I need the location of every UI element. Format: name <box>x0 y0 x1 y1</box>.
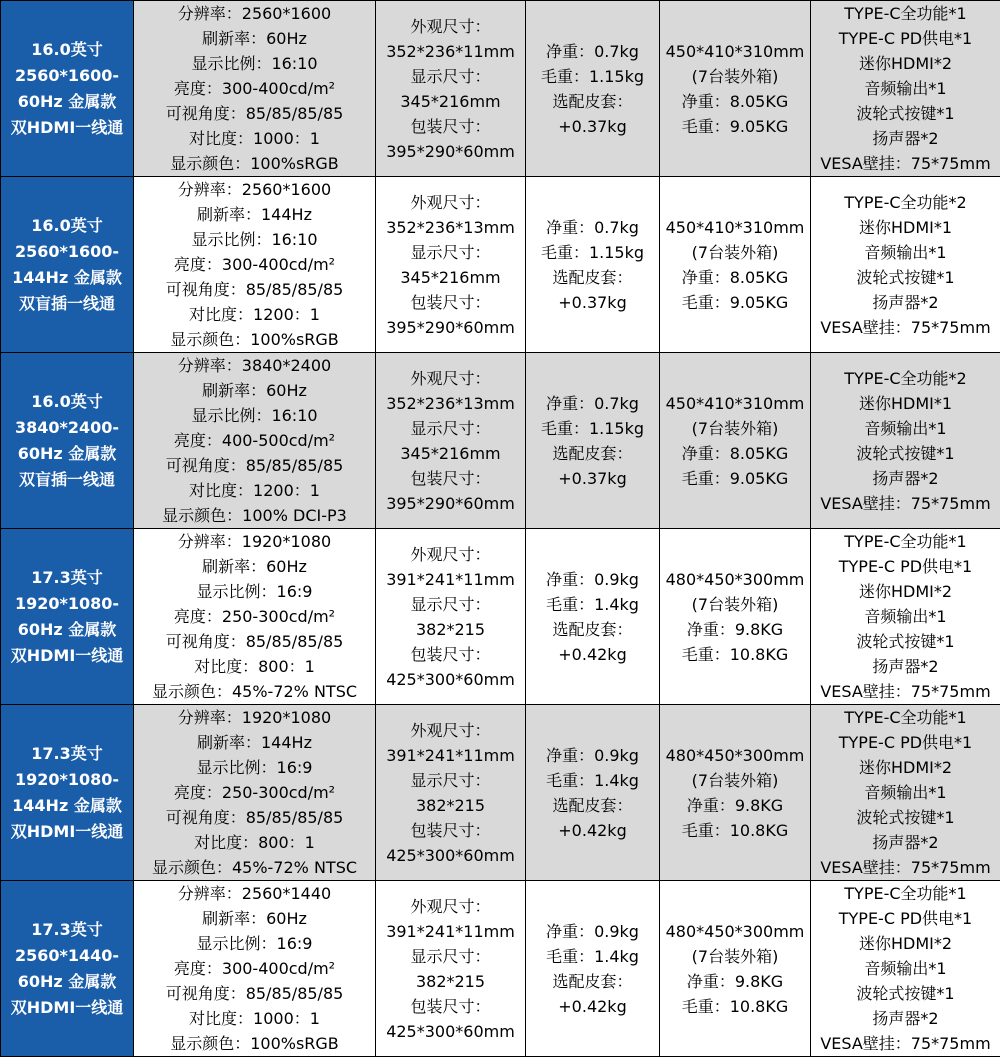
ports-line: VESA壁挂：75*75mm <box>811 855 1000 880</box>
dims-line: 外观尺寸： <box>376 190 525 215</box>
specs-line: 刷新率：60Hz <box>134 906 375 931</box>
dims-line: 425*300*60mm <box>376 1019 525 1044</box>
carton-line: 450*410*310mm <box>660 39 810 64</box>
ports-line: 音频输出*1 <box>811 956 1000 981</box>
model-cell <box>1 529 134 705</box>
ports-line: VESA壁挂：75*75mm <box>811 679 1000 704</box>
specs-line: 可视角度：85/85/85/85 <box>134 101 375 126</box>
weight-line: 净重：0.7kg <box>526 215 659 240</box>
specs-line: 分辨率：2560*1600 <box>134 177 375 202</box>
model-cell <box>1 881 134 1057</box>
specs-line: 亮度：300-400cd/m² <box>134 956 375 981</box>
model-line: 17.3英寸 <box>1 565 133 591</box>
ports-line: 波轮式按键*1 <box>811 805 1000 830</box>
carton-line: 净重：8.05KG <box>660 89 810 114</box>
specs-line: 显示比例：16:10 <box>134 403 375 428</box>
carton-line: (7台装外箱) <box>660 768 810 793</box>
model-line: 双HDMI一线通 <box>1 995 133 1021</box>
specs-line: 对比度：1200：1 <box>134 478 375 503</box>
weight-line: 净重：0.9kg <box>526 743 659 768</box>
dimensions-cell <box>376 177 526 353</box>
ports-line: 迷你HDMI*2 <box>811 931 1000 956</box>
weight-line: 毛重：1.4kg <box>526 944 659 969</box>
carton-cell <box>660 529 811 705</box>
ports-cell <box>811 353 1000 529</box>
weight-line: 净重：0.7kg <box>526 391 659 416</box>
specs-line: 可视角度：85/85/85/85 <box>134 453 375 478</box>
ports-cell <box>811 705 1000 881</box>
ports-line: VESA壁挂：75*75mm <box>811 315 1000 340</box>
dimensions-cell <box>376 529 526 705</box>
weight-line: +0.42kg <box>526 994 659 1019</box>
model-line: 双盲插一线通 <box>1 291 133 317</box>
weight-line: 选配皮套： <box>526 969 659 994</box>
carton-line: 毛重：10.8KG <box>660 642 810 667</box>
model-line: 60Hz 金属款 <box>1 969 133 995</box>
ports-cell <box>811 177 1000 353</box>
ports-line: 迷你HDMI*2 <box>811 579 1000 604</box>
dimensions-cell <box>376 881 526 1057</box>
model-line: 17.3英寸 <box>1 917 133 943</box>
specs-line: 亮度：250-300cd/m² <box>134 780 375 805</box>
ports-line: 音频输出*1 <box>811 604 1000 629</box>
dims-line: 382*215 <box>376 617 525 642</box>
carton-cell <box>660 705 811 881</box>
weight-line: 毛重：1.15kg <box>526 64 659 89</box>
weight-line: 选配皮套： <box>526 617 659 642</box>
weight-line: +0.42kg <box>526 818 659 843</box>
weight-cell <box>526 353 660 529</box>
carton-line: 480*450*300mm <box>660 919 810 944</box>
specs-line: 显示颜色：100%sRGB <box>134 1031 375 1056</box>
specs-line: 刷新率：144Hz <box>134 202 375 227</box>
carton-line: 450*410*310mm <box>660 215 810 240</box>
model-line: 2560*1600- <box>1 63 133 89</box>
weight-cell <box>526 177 660 353</box>
carton-line: 净重：9.8KG <box>660 969 810 994</box>
specs-line: 显示比例：16:9 <box>134 755 375 780</box>
dims-line: 382*215 <box>376 969 525 994</box>
specs-line: 亮度：250-300cd/m² <box>134 604 375 629</box>
ports-line: 音频输出*1 <box>811 416 1000 441</box>
carton-line: 480*450*300mm <box>660 567 810 592</box>
table-row <box>1 705 1000 881</box>
specs-line: 对比度：1000：1 <box>134 126 375 151</box>
specs-line: 刷新率：144Hz <box>134 730 375 755</box>
ports-line: 音频输出*1 <box>811 780 1000 805</box>
ports-line: 迷你HDMI*1 <box>811 391 1000 416</box>
dims-line: 391*241*11mm <box>376 919 525 944</box>
model-line: 60Hz 金属款 <box>1 617 133 643</box>
carton-line: 净重：8.05KG <box>660 265 810 290</box>
ports-line: 音频输出*1 <box>811 76 1000 101</box>
dims-line: 外观尺寸： <box>376 718 525 743</box>
dims-line: 425*300*60mm <box>376 843 525 868</box>
model-line: 双HDMI一线通 <box>1 115 133 141</box>
display-specs-cell <box>134 353 376 529</box>
display-specs-cell <box>134 1 376 177</box>
weight-cell <box>526 705 660 881</box>
model-line: 双盲插一线通 <box>1 467 133 493</box>
table-row <box>1 881 1000 1057</box>
dims-line: 外观尺寸： <box>376 542 525 567</box>
weight-line: 毛重：1.15kg <box>526 240 659 265</box>
model-line: 144Hz 金属款 <box>1 793 133 819</box>
ports-line: TYPE-C全功能*1 <box>811 1 1000 26</box>
carton-line: (7台装外箱) <box>660 416 810 441</box>
dims-line: 显示尺寸： <box>376 768 525 793</box>
ports-cell <box>811 881 1000 1057</box>
weight-line: 净重：0.9kg <box>526 919 659 944</box>
dims-line: 显示尺寸： <box>376 416 525 441</box>
model-line: 144Hz 金属款 <box>1 265 133 291</box>
ports-line: TYPE-C全功能*1 <box>811 881 1000 906</box>
carton-line: (7台装外箱) <box>660 64 810 89</box>
specs-line: 显示颜色：100%sRGB <box>134 327 375 352</box>
specs-line: 可视角度：85/85/85/85 <box>134 805 375 830</box>
specs-line: 对比度：800：1 <box>134 654 375 679</box>
weight-line: 毛重：1.4kg <box>526 592 659 617</box>
spec-table-body <box>1 1 1000 1057</box>
dims-line: 外观尺寸： <box>376 14 525 39</box>
specs-line: 显示比例：16:10 <box>134 51 375 76</box>
carton-cell <box>660 353 811 529</box>
ports-cell <box>811 529 1000 705</box>
carton-cell <box>660 177 811 353</box>
dims-line: 包装尺寸： <box>376 994 525 1019</box>
dims-line: 391*241*11mm <box>376 567 525 592</box>
dims-line: 425*300*60mm <box>376 667 525 692</box>
dims-line: 345*216mm <box>376 89 525 114</box>
ports-line: VESA壁挂：75*75mm <box>811 151 1000 176</box>
specs-line: 对比度：800：1 <box>134 830 375 855</box>
weight-cell <box>526 529 660 705</box>
carton-cell <box>660 1 811 177</box>
dims-line: 外观尺寸： <box>376 366 525 391</box>
model-line: 17.3英寸 <box>1 741 133 767</box>
specs-line: 分辨率：2560*1440 <box>134 881 375 906</box>
carton-line: (7台装外箱) <box>660 240 810 265</box>
model-line: 3840*2400- <box>1 415 133 441</box>
weight-line: +0.37kg <box>526 290 659 315</box>
carton-line: 净重：9.8KG <box>660 793 810 818</box>
carton-line: 毛重：9.05KG <box>660 114 810 139</box>
weight-cell <box>526 1 660 177</box>
specs-line: 亮度：400-500cd/m² <box>134 428 375 453</box>
specs-line: 亮度：300-400cd/m² <box>134 76 375 101</box>
ports-line: 迷你HDMI*2 <box>811 51 1000 76</box>
dims-line: 395*290*60mm <box>376 315 525 340</box>
weight-line: 毛重：1.4kg <box>526 768 659 793</box>
dims-line: 345*216mm <box>376 265 525 290</box>
carton-line: (7台装外箱) <box>660 592 810 617</box>
ports-line: 扬声器*2 <box>811 126 1000 151</box>
ports-line: 扬声器*2 <box>811 1006 1000 1031</box>
carton-line: 毛重：9.05KG <box>660 466 810 491</box>
display-specs-cell <box>134 705 376 881</box>
model-line: 双HDMI一线通 <box>1 819 133 845</box>
ports-line: 波轮式按键*1 <box>811 441 1000 466</box>
dims-line: 395*290*60mm <box>376 491 525 516</box>
ports-line: 迷你HDMI*1 <box>811 215 1000 240</box>
weight-line: 选配皮套： <box>526 441 659 466</box>
model-line: 2560*1440- <box>1 943 133 969</box>
model-line: 1920*1080- <box>1 767 133 793</box>
model-line: 16.0英寸 <box>1 37 133 63</box>
ports-line: VESA壁挂：75*75mm <box>811 1031 1000 1056</box>
dims-line: 包装尺寸： <box>376 642 525 667</box>
specs-line: 可视角度：85/85/85/85 <box>134 277 375 302</box>
ports-line: 扬声器*2 <box>811 654 1000 679</box>
model-line: 1920*1080- <box>1 591 133 617</box>
dims-line: 352*236*11mm <box>376 39 525 64</box>
model-line: 16.0英寸 <box>1 213 133 239</box>
weight-line: 净重：0.9kg <box>526 567 659 592</box>
ports-line: 扬声器*2 <box>811 466 1000 491</box>
model-cell <box>1 705 134 881</box>
table-row <box>1 177 1000 353</box>
carton-line: 480*450*300mm <box>660 743 810 768</box>
carton-line: 毛重：10.8KG <box>660 994 810 1019</box>
specs-line: 刷新率：60Hz <box>134 26 375 51</box>
display-specs-cell <box>134 529 376 705</box>
specs-line: 显示比例：16:9 <box>134 579 375 604</box>
weight-line: +0.37kg <box>526 466 659 491</box>
ports-line: TYPE-C全功能*1 <box>811 705 1000 730</box>
model-line: 16.0英寸 <box>1 389 133 415</box>
specs-line: 对比度：1200：1 <box>134 302 375 327</box>
dims-line: 外观尺寸： <box>376 894 525 919</box>
weight-line: 毛重：1.15kg <box>526 416 659 441</box>
ports-line: 扬声器*2 <box>811 290 1000 315</box>
dimensions-cell <box>376 705 526 881</box>
dims-line: 显示尺寸： <box>376 240 525 265</box>
model-line: 60Hz 金属款 <box>1 89 133 115</box>
weight-line: 选配皮套： <box>526 793 659 818</box>
model-cell <box>1 353 134 529</box>
specs-line: 可视角度：85/85/85/85 <box>134 981 375 1006</box>
display-specs-cell <box>134 881 376 1057</box>
specs-line: 亮度：300-400cd/m² <box>134 252 375 277</box>
specs-line: 分辨率：3840*2400 <box>134 353 375 378</box>
table-row <box>1 353 1000 529</box>
ports-line: TYPE-C PD供电*1 <box>811 554 1000 579</box>
dims-line: 包装尺寸： <box>376 290 525 315</box>
specs-line: 可视角度：85/85/85/85 <box>134 629 375 654</box>
dims-line: 382*215 <box>376 793 525 818</box>
display-specs-cell <box>134 177 376 353</box>
specs-line: 分辨率：1920*1080 <box>134 529 375 554</box>
dims-line: 391*241*11mm <box>376 743 525 768</box>
specs-line: 分辨率：1920*1080 <box>134 705 375 730</box>
ports-line: 音频输出*1 <box>811 240 1000 265</box>
model-line: 60Hz 金属款 <box>1 441 133 467</box>
carton-line: 450*410*310mm <box>660 391 810 416</box>
specs-line: 显示颜色：100%sRGB <box>134 151 375 176</box>
ports-line: TYPE-C PD供电*1 <box>811 906 1000 931</box>
specs-line: 刷新率：60Hz <box>134 554 375 579</box>
model-cell <box>1 1 134 177</box>
table-row <box>1 1 1000 177</box>
specs-line: 显示颜色：100% DCI-P3 <box>134 503 375 528</box>
ports-cell <box>811 1 1000 177</box>
carton-line: (7台装外箱) <box>660 944 810 969</box>
dims-line: 显示尺寸： <box>376 592 525 617</box>
ports-line: TYPE-C全功能*2 <box>811 190 1000 215</box>
specs-line: 分辨率：2560*1600 <box>134 1 375 26</box>
dims-line: 包装尺寸： <box>376 114 525 139</box>
weight-line: 选配皮套： <box>526 89 659 114</box>
carton-line: 毛重：10.8KG <box>660 818 810 843</box>
specs-line: 刷新率：60Hz <box>134 378 375 403</box>
carton-line: 净重：8.05KG <box>660 441 810 466</box>
model-line: 双HDMI一线通 <box>1 643 133 669</box>
model-line: 2560*1600- <box>1 239 133 265</box>
dimensions-cell <box>376 353 526 529</box>
model-cell <box>1 177 134 353</box>
weight-cell <box>526 881 660 1057</box>
dims-line: 包装尺寸： <box>376 818 525 843</box>
ports-line: 迷你HDMI*2 <box>811 755 1000 780</box>
dims-line: 345*216mm <box>376 441 525 466</box>
ports-line: TYPE-C PD供电*1 <box>811 26 1000 51</box>
specs-line: 显示颜色：45%-72% NTSC <box>134 855 375 880</box>
specs-line: 显示比例：16:10 <box>134 227 375 252</box>
ports-line: 扬声器*2 <box>811 830 1000 855</box>
carton-line: 毛重：9.05KG <box>660 290 810 315</box>
weight-line: 净重：0.7kg <box>526 39 659 64</box>
weight-line: 选配皮套： <box>526 265 659 290</box>
ports-line: 波轮式按键*1 <box>811 265 1000 290</box>
dims-line: 395*290*60mm <box>376 139 525 164</box>
dims-line: 包装尺寸： <box>376 466 525 491</box>
ports-line: 波轮式按键*1 <box>811 981 1000 1006</box>
dims-line: 352*236*13mm <box>376 391 525 416</box>
specs-line: 显示颜色：45%-72% NTSC <box>134 679 375 704</box>
ports-line: VESA壁挂：75*75mm <box>811 491 1000 516</box>
ports-line: TYPE-C全功能*2 <box>811 366 1000 391</box>
ports-line: 波轮式按键*1 <box>811 629 1000 654</box>
dimensions-cell <box>376 1 526 177</box>
ports-line: TYPE-C PD供电*1 <box>811 730 1000 755</box>
weight-line: +0.42kg <box>526 642 659 667</box>
carton-cell <box>660 881 811 1057</box>
dims-line: 显示尺寸： <box>376 64 525 89</box>
weight-line: +0.37kg <box>526 114 659 139</box>
dims-line: 显示尺寸： <box>376 944 525 969</box>
ports-line: 波轮式按键*1 <box>811 101 1000 126</box>
carton-line: 净重：9.8KG <box>660 617 810 642</box>
ports-line: TYPE-C全功能*1 <box>811 529 1000 554</box>
dims-line: 352*236*13mm <box>376 215 525 240</box>
specs-line: 显示比例：16:9 <box>134 931 375 956</box>
table-row <box>1 529 1000 705</box>
specs-line: 对比度：1000：1 <box>134 1006 375 1031</box>
